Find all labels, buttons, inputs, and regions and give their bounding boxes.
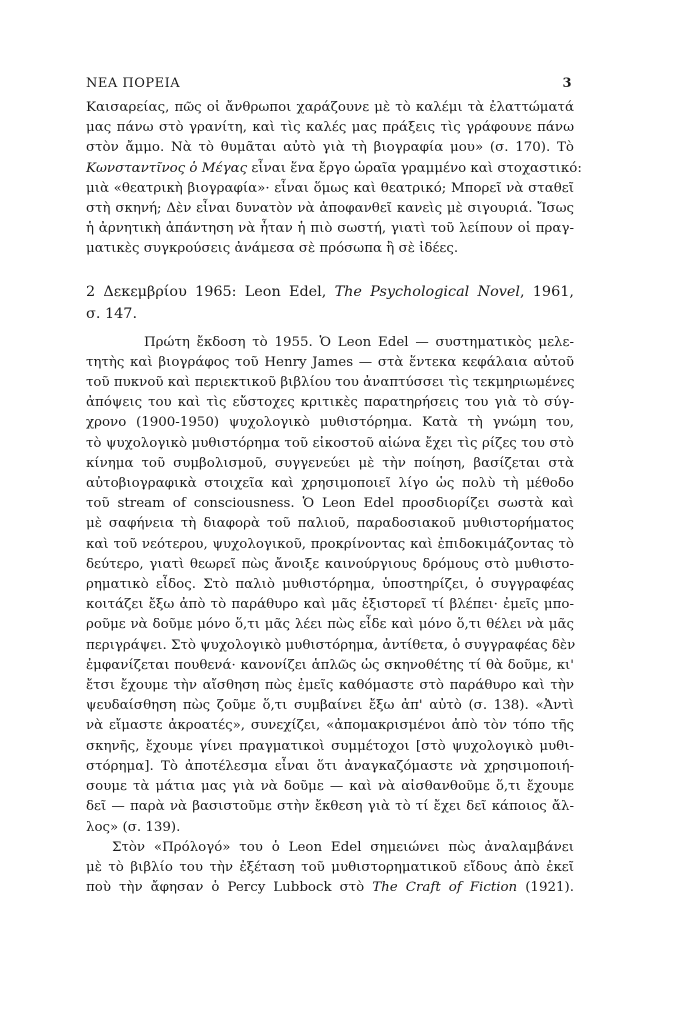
text-line: λος» (σ. 139). xyxy=(86,819,181,835)
text-line: νὰ εἴμαστε ἀκροατές», συνεχίζει, «ἀπομακρισμένοι ἀπὸ τὸν τόπο τῆς xyxy=(86,718,574,734)
book-title: The Craft of Fiction xyxy=(372,880,518,896)
entry-line xyxy=(86,281,574,303)
text-line: ἡ ἀρνητικὴ ἀπάντηση νὰ ἦταν ἡ πιὸ σωστή, γιατὶ τοῦ λείπουν οἱ πραγ- xyxy=(86,221,574,237)
text-line: μὲ σαφήνεια τὴ διαφορὰ τοῦ παλιοῦ, παραδοσιακοῦ μυθιστορήματος xyxy=(86,516,574,532)
text-line: μιὰ «θεατρικὴ βιογραφία»· εἶναι ὅμως καὶ θεατρικό; Μπορεῖ νὰ σταθεῖ xyxy=(86,180,574,196)
work-title: Κωνσταντῖνος ὁ Μέγας xyxy=(86,160,248,176)
running-head xyxy=(86,76,572,91)
text-line: ἔτσι ἔχουμε τὴν αἴσθηση πὼς ἐμεῖς καθόμαστε στὸ παράθυρο καὶ τὴν xyxy=(86,678,574,694)
book-title: The Psychological Novel xyxy=(334,283,520,300)
diary-entry-heading xyxy=(86,281,574,325)
paragraph-gap xyxy=(86,260,574,281)
text-line: ἐμφανίζεται πουθενά· κανονίζει ἁπλῶς ὡς σκηνοθέτης τί θὰ δοῦμε, κι' xyxy=(86,657,574,673)
text-line: ψευδαίσθηση πὼς ζοῦμε ὅ,τι συμβαίνει ἔξω ἀπ' αὐτὸ (σ. 138). «Ἀντὶ xyxy=(86,698,574,714)
body-text xyxy=(86,98,582,898)
entry-details: , 1961, xyxy=(520,283,574,300)
text-line: μὲ τὸ βιβλίο του τὴν ἐξέταση τοῦ μυθιστορηματικοῦ εἴδους ἀπὸ ἐκεῖ xyxy=(86,859,574,875)
text-line: ἀπόψεις του καὶ τὶς εὔστοχες κριτικὲς παρατηρήσεις του γιὰ τὸ σύγ- xyxy=(86,395,574,411)
text-line: τὸ ψυχολογικὸ μυθιστόρημα τοῦ εἰκοστοῦ αἰώνα ἔχει τὶς ρίζες του στὸ xyxy=(86,435,574,451)
paragraph-continuation xyxy=(86,98,582,260)
text-fragment: εἶναι ἕνα ἔργο ὡραῖα γραμμένο καὶ στοχαστικό: xyxy=(247,160,582,176)
text-line: περιγράψει. Στὸ ψυχολογικὸ μυθιστόρημα, ἀντίθετα, ὁ συγγραφέας δὲν xyxy=(86,637,576,653)
text-line: σκηνῆς, ἔχουμε γίνει πραγματικοὶ συμμέτοχοι [στὸ ψυχολογικὸ μυθι- xyxy=(86,738,574,754)
paragraph-review xyxy=(86,333,574,838)
text-fragment: ποὺ τὴν ἄφησαν ὁ Percy Lubbock στὸ xyxy=(86,880,373,896)
text-line: κίνημα τοῦ συμβολισμοῦ, συγγενεύει μὲ τὴν ποίηση, βασίζεται στὰ xyxy=(86,455,574,471)
text-line: στὴ σκηνή; Δὲν εἶναι δυνατὸν νὰ ἀποφανθεῖ κανεὶς μὲ σιγουριά. Ἴσως xyxy=(86,201,574,217)
text-line: δεῖ — παρὰ νὰ βασιστοῦμε στὴν ἔκθεση γιὰ τὸ τί ἔχει δεῖ κάποιος ἄλ- xyxy=(86,799,574,815)
text-line: σουμε τὰ μάτια μας γιὰ νὰ δοῦμε — καὶ νὰ αἰσθανθοῦμε ὅ,τι ἔχουμε xyxy=(86,779,574,795)
text-line: κοιτάζει ἔξω ἀπὸ τὸ παράθυρο καὶ μᾶς ἐξιστορεῖ τί βλέπει· ἐμεῖς μπο- xyxy=(86,597,574,613)
text-line: καὶ τοῦ νεότερου, ψυχολογικοῦ, προκρίνοντας καὶ ἐπιδοκιμάζοντας τὸ xyxy=(86,536,574,552)
journal-title: ΝΕΑ ΠΟΡΕΙΑ xyxy=(86,76,181,91)
page-number: 3 xyxy=(562,76,572,91)
paragraph-gap xyxy=(86,325,574,333)
text-line: δεύτερο, γιατὶ θεωρεῖ πὼς ἄνοιξε καινούργιους δρόμους στὸ μυθιστο- xyxy=(86,556,574,572)
entry-date: 2 Δεκεμβρίου 1965: Leon Edel, xyxy=(86,283,335,300)
text-fragment: (1921). xyxy=(517,880,574,896)
text-line: χρονο (1900-1950) ψυχολογικὸ μυθιστόρημα. Κατὰ τὴ γνώμη του, xyxy=(86,415,574,431)
text-line: τοῦ πυκνοῦ καὶ περιεκτικοῦ βιβλίου του ἀναπτύσσει τὶς τεκμηριωμένες xyxy=(86,375,575,391)
text-line: τητὴς καὶ βιογράφος τοῦ Henry James — στὰ ἕντεκα κεφάλαια αὐτοῦ xyxy=(86,354,574,370)
paragraph-prologue xyxy=(86,838,574,899)
text-line: Στὸν «Πρόλογό» του ὁ Leon Edel σημειώνει πὼς ἀναλαμβάνει xyxy=(112,839,574,855)
text-line: Καισαρείας, πῶς οἱ ἄνθρωποι χαράζουνε μὲ τὸ καλέμι τὰ ἐλαττώματά xyxy=(86,100,574,115)
text-line: μας πάνω στὸ γρανίτη, καὶ τὶς καλές μας πράξεις τὶς γράφουνε πάνω xyxy=(86,120,574,136)
text-line xyxy=(86,159,582,179)
text-line: στόρημα]. Τὸ ἀποτέλεσμα εἶναι ὅτι ἀναγκαζόμαστε νὰ χρησιμοποιή- xyxy=(86,758,574,774)
text-line: Πρώτη ἔκδοση τὸ 1955. Ὁ Leon Edel — συστηματικὸς μελε- xyxy=(144,334,574,350)
text-line: στὸν ἄμμο. Νὰ τὸ θυμᾶται αὐτὸ γιὰ τὴ βιογραφία μου» (σ. 170). Τὸ xyxy=(86,140,574,156)
entry-pages: σ. 147. xyxy=(86,305,138,322)
text-line: ρηματικὸ εἶδος. Στὸ παλιὸ μυθιστόρημα, ὑποστηρίζει, ὁ συγγραφέας xyxy=(86,577,574,593)
text-line: ροῦμε νὰ δοῦμε μόνο ὅ,τι μᾶς λέει πὼς εἶδε καὶ μόνο ὅ,τι θέλει νὰ μᾶς xyxy=(86,617,574,633)
text-line: ματικὲς συγκρούσεις ἀνάμεσα σὲ πρόσωπα ἢ σὲ ἰδέες. xyxy=(86,241,459,257)
text-line: αὐτοβιογραφικὰ στοιχεῖα καὶ χρησιμοποιεῖ λίγο ὡς πολὺ τὴ μέθοδο xyxy=(86,476,574,492)
text-line xyxy=(86,878,574,898)
text-line: τοῦ stream of consciousness. Ὁ Leon Edel προσδιορίζει σωστὰ καὶ xyxy=(86,496,574,512)
